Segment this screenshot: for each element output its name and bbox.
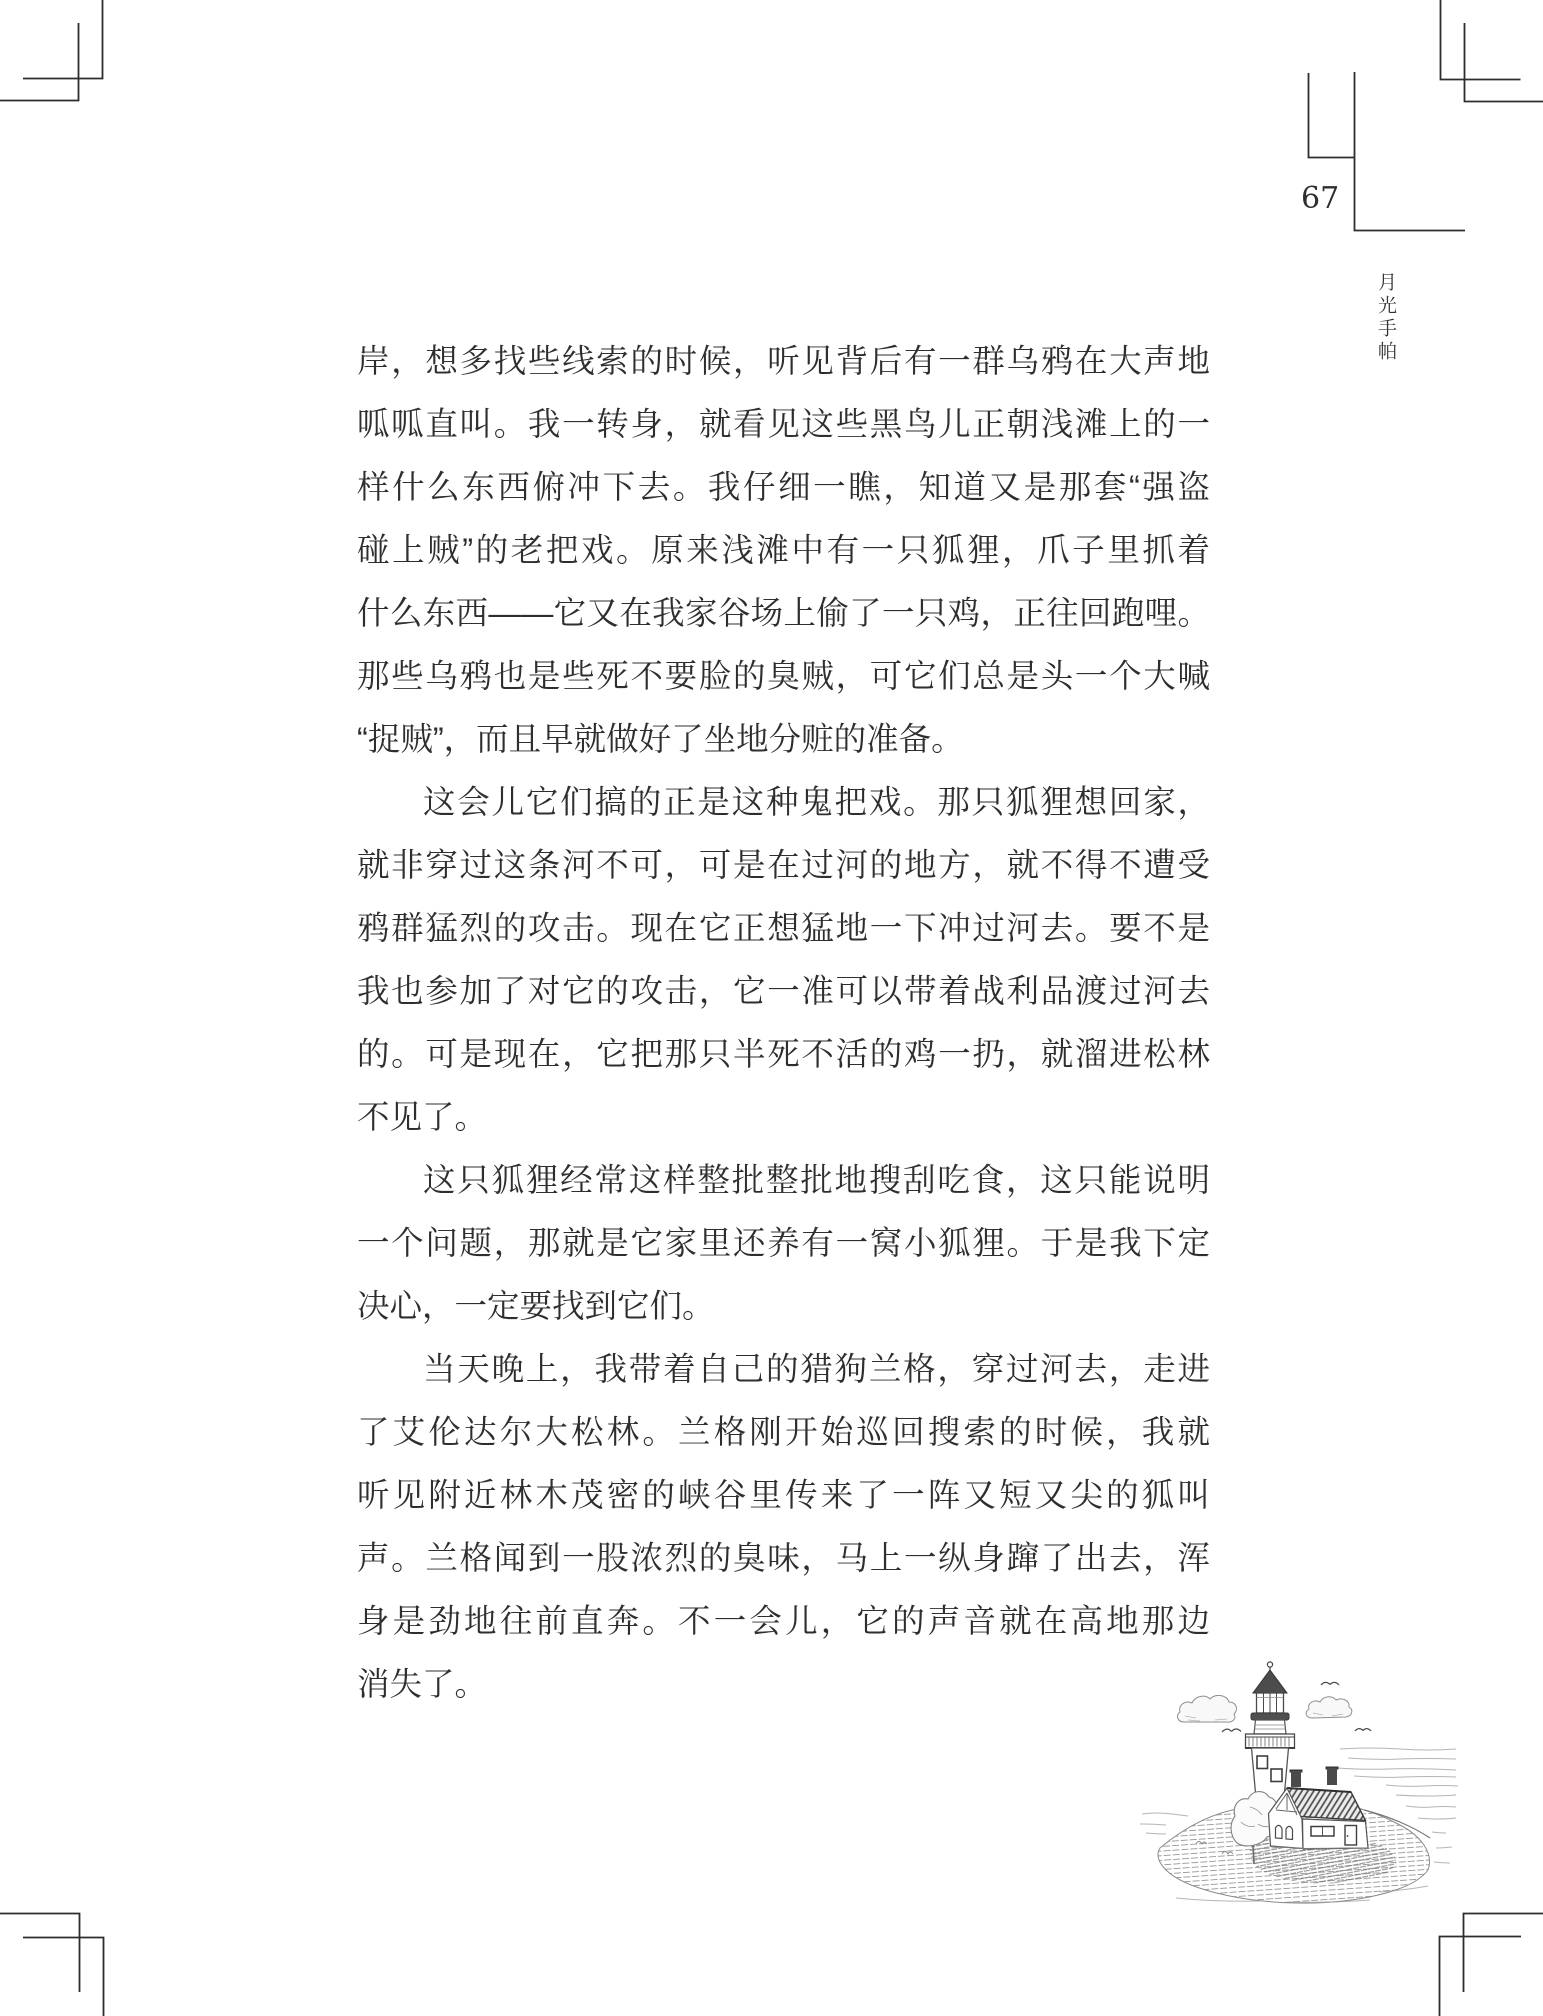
text-line: 的。可是现在，它把那只半死不活的鸡一扔，就溜进松林: [357, 1036, 1210, 1072]
corner-mark-bottom-left-outer: [0, 1914, 80, 1993]
corner-mark-top-right-outer: [1441, 0, 1521, 80]
corner-mark-top-left-outer: [23, 0, 103, 79]
lighthouse-tower: [1245, 1662, 1295, 1804]
header-bracket-right: [1355, 72, 1466, 231]
cloud-right: [1306, 1697, 1352, 1718]
text-line: 样什么东西俯冲下去。我仔细一瞧，知道又是那套“强盗: [357, 469, 1210, 505]
text-line: 当天晚上，我带着自己的猎狗兰格，穿过河去，走进: [423, 1351, 1210, 1387]
header-bracket-left: [1309, 73, 1355, 158]
text-line: 不见了。: [357, 1099, 488, 1135]
text-line: 就非穿过这条河不可，可是在过河的地方，就不得不遭受: [357, 847, 1210, 883]
lighthouse-illustration: [1140, 1652, 1458, 1910]
text-line: 岸，想多找些线索的时候，听见背后有一群乌鸦在大声地: [357, 343, 1210, 379]
text-line: 声。兰格闻到一股浓烈的臭味，马上一纵身蹿了出去，浑: [357, 1540, 1210, 1576]
page-number: 67: [1301, 181, 1340, 216]
text-line: 鸦群猛烈的攻击。现在它正想猛地一下冲过河去。要不是: [357, 910, 1210, 946]
text-line: 什么东西——它又在我家谷场上偷了一只鸡，正往回跑哩。: [357, 595, 1210, 631]
cloud-left: [1177, 1695, 1236, 1722]
text-line: 消失了。: [357, 1666, 488, 1702]
text-line: 决心，一定要找到它们。: [357, 1288, 715, 1324]
page-side-title: 月光手帕: [1375, 272, 1396, 364]
corner-mark-top-left-inner: [0, 23, 79, 101]
body-text: [357, 330, 1210, 1716]
text-line: 我也参加了对它的攻击，它一准可以带着战利品渡过河去: [357, 973, 1210, 1009]
corner-mark-bottom-right-outer: [1464, 1914, 1543, 1993]
corner-mark-bottom-right-inner: [1440, 1937, 1522, 2016]
text-line: 一个问题，那就是它家里还养有一窝小狐狸。于是我下定: [357, 1225, 1210, 1261]
text-line: 那些乌鸦也是些死不要脸的臭贼，可它们总是头一个大喊: [357, 658, 1210, 694]
text-line: “捉贼”，而且早就做好了坐地分赃的准备。: [357, 721, 964, 757]
text-line: 了艾伦达尔大松林。兰格刚开始巡回搜索的时候，我就: [357, 1414, 1210, 1450]
text-line: 听见附近林木茂密的峡谷里传来了一阵又短又尖的狐叫: [357, 1477, 1210, 1513]
text-line: 呱呱直叫。我一转身，就看见这些黑鸟儿正朝浅滩上的一: [357, 406, 1210, 442]
text-line: 这只狐狸经常这样整批整批地搜刮吃食，这只能说明: [423, 1162, 1210, 1198]
text-line: 这会儿它们搞的正是这种鬼把戏。那只狐狸想回家，: [423, 784, 1210, 820]
text-line: 身是劲地往前直奔。不一会儿，它的声音就在高地那边: [357, 1603, 1210, 1639]
corner-mark-top-right-inner: [1465, 23, 1543, 102]
text-line: 碰上贼”的老把戏。原来浅滩中有一只狐狸，爪子里抓着: [357, 532, 1210, 568]
corner-mark-bottom-left-inner: [23, 1938, 104, 2016]
